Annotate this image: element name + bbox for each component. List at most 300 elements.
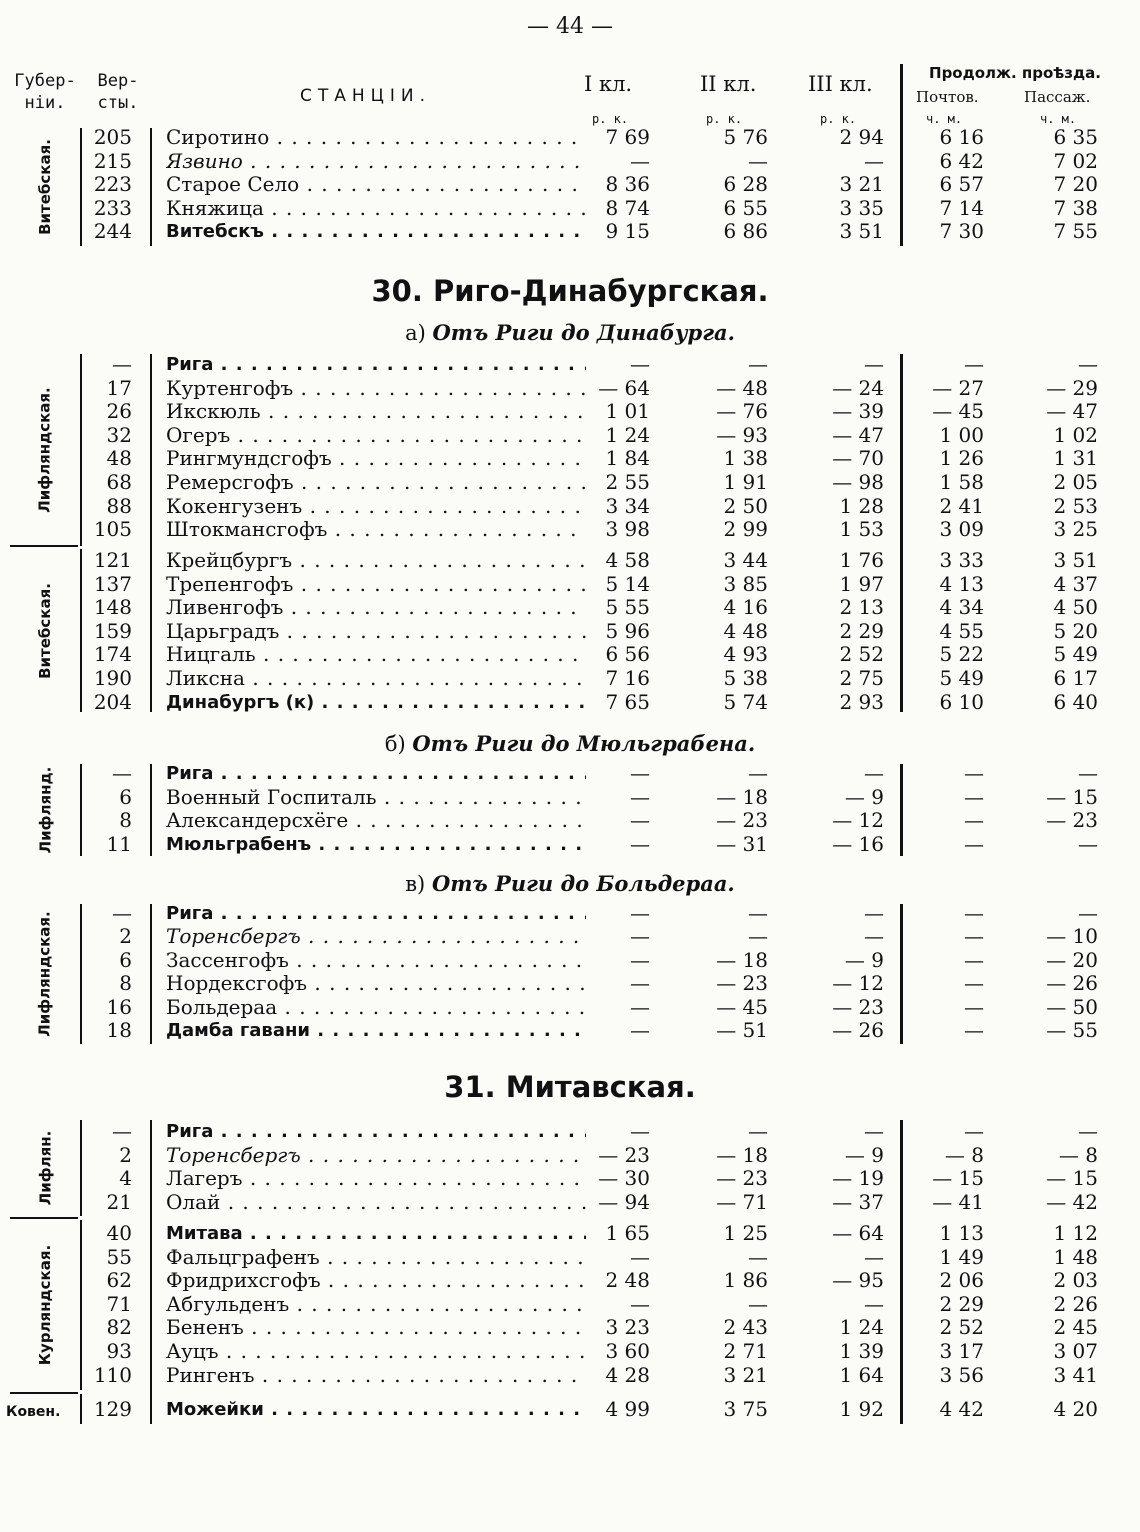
- gubernia-label-text: Витебская.: [36, 139, 54, 235]
- section-title-31: 31. Митавская.: [444, 1070, 696, 1104]
- versts-cell: 18: [106, 1018, 132, 1042]
- station-cell: Сиротино . . .: [166, 126, 586, 149]
- station-cell: Ликсна . . .: [166, 667, 586, 690]
- postal-time: — 41: [932, 1190, 984, 1214]
- class3-fare: — 98: [832, 470, 884, 494]
- class1-fare: — 64: [598, 376, 650, 400]
- class3-fare: — 19: [832, 1166, 884, 1190]
- subtitle-30c-text: Отъ Риги до Больдераа.: [431, 871, 735, 896]
- station-cell: Абгульденъ . . .: [166, 1293, 586, 1316]
- passenger-time: 1 31: [1053, 446, 1098, 470]
- passenger-time: 2 45: [1053, 1315, 1098, 1339]
- station-cell: Рига . . .: [166, 762, 586, 785]
- station-cell: Рингенъ . . .: [166, 1364, 586, 1387]
- table-row: [0, 1269, 1140, 1292]
- header-unit-passenger: ч. м.: [1040, 112, 1077, 126]
- postal-time: 1 13: [939, 1221, 984, 1245]
- postal-time: —: [964, 995, 984, 1019]
- class1-fare: 1 01: [605, 399, 650, 423]
- header-gubernia: [10, 70, 80, 114]
- class1-fare: —: [630, 1245, 650, 1269]
- header-stations: СТАНЦIИ.: [300, 86, 431, 106]
- postal-time: 6 16: [939, 125, 984, 149]
- station-cell: Ницгаль . . .: [166, 643, 586, 666]
- postal-time: —: [964, 832, 984, 856]
- column-rule: [900, 904, 903, 1044]
- passenger-time: — 8: [1058, 1143, 1098, 1167]
- column-rule: [80, 1220, 82, 1390]
- class1-fare: —: [630, 1018, 650, 1042]
- class3-fare: 1 39: [839, 1339, 884, 1363]
- class1-fare: —: [630, 924, 650, 948]
- class1-fare: —: [630, 761, 650, 785]
- class2-fare: 3 85: [723, 572, 768, 596]
- passenger-time: 6 17: [1053, 666, 1098, 690]
- postal-time: —: [964, 808, 984, 832]
- class2-fare: 3 44: [723, 548, 768, 572]
- header-gubernia-line2: нiи.: [24, 93, 66, 113]
- postal-time: — 45: [932, 399, 984, 423]
- postal-time: 3 33: [939, 548, 984, 572]
- station-cell: Огеръ . . .: [166, 424, 586, 447]
- postal-time: 2 29: [939, 1292, 984, 1316]
- versts-cell: 4: [119, 1166, 132, 1190]
- class3-fare: — 37: [832, 1190, 884, 1214]
- class2-fare: 1 38: [723, 446, 768, 470]
- gubernia-label-text: Лифлян.: [36, 1130, 54, 1206]
- class2-fare: — 23: [716, 1166, 768, 1190]
- table-row: [0, 197, 1140, 220]
- versts-cell: 148: [93, 595, 132, 619]
- table-row: [0, 1167, 1140, 1190]
- class2-fare: 1 25: [723, 1221, 768, 1245]
- passenger-time: 7 20: [1053, 172, 1098, 196]
- versts-cell: 93: [106, 1339, 132, 1363]
- class1-fare: 4 99: [605, 1397, 650, 1421]
- class3-fare: — 70: [832, 446, 884, 470]
- versts-cell: 8: [119, 808, 132, 832]
- postal-time: 2 41: [939, 494, 984, 518]
- class1-fare: —: [630, 1292, 650, 1316]
- passenger-time: 7 02: [1053, 149, 1098, 173]
- table-row: [0, 691, 1140, 714]
- class3-fare: 3 51: [839, 219, 884, 243]
- class1-fare: —: [630, 901, 650, 925]
- header-versts-line2: сты.: [97, 93, 139, 113]
- class3-fare: 1 64: [839, 1363, 884, 1387]
- passenger-time: — 15: [1046, 1166, 1098, 1190]
- table-row: [0, 424, 1140, 447]
- table-row: [0, 1144, 1140, 1167]
- class3-fare: 2 94: [839, 125, 884, 149]
- postal-time: —: [964, 761, 984, 785]
- subtitle-30b-text: Отъ Риги до Мюльграбена.: [412, 731, 756, 756]
- class3-fare: — 95: [832, 1268, 884, 1292]
- station-cell: Княжица . . .: [166, 197, 586, 220]
- table-row: [0, 902, 1140, 925]
- gubernia-label: [20, 1120, 70, 1216]
- postal-time: 4 42: [939, 1397, 984, 1421]
- table-row: [0, 786, 1140, 809]
- class3-fare: — 64: [832, 1221, 884, 1245]
- station-cell: Рига . . .: [166, 353, 586, 376]
- station-cell: Ауцъ . . .: [166, 1340, 586, 1363]
- class1-fare: —: [630, 785, 650, 809]
- versts-cell: 40: [106, 1221, 132, 1245]
- table-row: [0, 1340, 1140, 1363]
- gubernia-label-text: Лифляндская.: [36, 911, 55, 1037]
- versts-cell: 110: [93, 1363, 132, 1387]
- versts-cell: 233: [93, 196, 132, 220]
- station-cell: Рингмундсгофъ . . .: [166, 447, 586, 470]
- station-cell: Ливенгофъ . . .: [166, 596, 586, 619]
- passenger-time: — 29: [1046, 376, 1098, 400]
- passenger-time: 4 37: [1053, 572, 1098, 596]
- station-cell: Засcенгофъ . . .: [166, 949, 586, 972]
- header-unit-class3: р. к.: [820, 112, 857, 126]
- section-title-30: 30. Риго-Динабургская.: [371, 274, 769, 308]
- class3-fare: 2 75: [839, 666, 884, 690]
- column-rule: [150, 128, 152, 246]
- class2-fare: — 51: [716, 1018, 768, 1042]
- class1-fare: 3 34: [605, 494, 650, 518]
- class3-fare: 2 29: [839, 619, 884, 643]
- class3-fare: 1 76: [839, 548, 884, 572]
- class3-fare: 1 24: [839, 1315, 884, 1339]
- station-cell: Царьградъ . . .: [166, 620, 586, 643]
- header-class2: II кл.: [700, 72, 757, 96]
- versts-cell: 215: [93, 149, 132, 173]
- versts-cell: 190: [93, 666, 132, 690]
- passenger-time: 4 20: [1053, 1397, 1098, 1421]
- class2-fare: 3 21: [723, 1363, 768, 1387]
- gubernia-label: [20, 904, 70, 1044]
- passenger-time: 1 12: [1053, 1221, 1098, 1245]
- passenger-time: — 26: [1046, 971, 1098, 995]
- passenger-time: 1 48: [1053, 1245, 1098, 1269]
- class2-fare: 4 48: [723, 619, 768, 643]
- table-row: [0, 150, 1140, 173]
- table-row: [0, 377, 1140, 400]
- class2-fare: 5 74: [723, 690, 768, 714]
- class2-fare: 4 93: [723, 642, 768, 666]
- postal-time: 3 56: [939, 1363, 984, 1387]
- class1-fare: —: [630, 832, 650, 856]
- table-row: [0, 173, 1140, 196]
- header-unit-class2: р. к.: [706, 112, 743, 126]
- class2-fare: —: [748, 1292, 768, 1316]
- class3-fare: —: [864, 901, 884, 925]
- table-row: [0, 518, 1140, 541]
- gubernia-separator: [10, 1217, 78, 1219]
- header-duration: Продолж. проѣзда.: [929, 64, 1101, 82]
- class2-fare: — 23: [716, 808, 768, 832]
- table-row: [0, 1398, 1140, 1421]
- header-versts-line1: Вер-: [97, 71, 139, 91]
- gubernia-label-text: Витебская.: [36, 582, 54, 679]
- postal-time: 1 49: [939, 1245, 984, 1269]
- versts-cell: 129: [93, 1397, 132, 1421]
- class1-fare: — 30: [598, 1166, 650, 1190]
- passenger-time: — 50: [1046, 995, 1098, 1019]
- class3-fare: 2 52: [839, 642, 884, 666]
- class2-fare: 4 16: [723, 595, 768, 619]
- versts-cell: 17: [106, 376, 132, 400]
- header-unit-class1: р. к.: [592, 112, 629, 126]
- passenger-time: 7 55: [1053, 219, 1098, 243]
- versts-cell: 71: [106, 1292, 132, 1316]
- class2-fare: 1 91: [723, 470, 768, 494]
- class3-fare: — 26: [832, 1018, 884, 1042]
- class1-fare: 2 48: [605, 1268, 650, 1292]
- class3-fare: 1 28: [839, 494, 884, 518]
- class1-fare: —: [630, 971, 650, 995]
- header-class3: III кл.: [808, 72, 873, 96]
- column-rule: [900, 764, 903, 856]
- column-rule: [150, 764, 152, 856]
- passenger-time: — 47: [1046, 399, 1098, 423]
- class2-fare: —: [748, 761, 768, 785]
- class1-fare: 1 84: [605, 446, 650, 470]
- versts-cell: 2: [119, 1143, 132, 1167]
- class2-fare: —: [748, 1245, 768, 1269]
- postal-time: 6 57: [939, 172, 984, 196]
- postal-time: —: [964, 352, 984, 376]
- postal-time: 4 55: [939, 619, 984, 643]
- class1-fare: —: [630, 995, 650, 1019]
- passenger-time: — 23: [1046, 808, 1098, 832]
- station-cell: Митава . . .: [166, 1222, 586, 1245]
- header-passenger: Пассаж.: [1024, 88, 1091, 106]
- gubernia-label: [20, 764, 70, 856]
- page-number: — 44 —: [527, 14, 613, 39]
- versts-cell: 2: [119, 924, 132, 948]
- class3-fare: —: [864, 1245, 884, 1269]
- class1-fare: 5 96: [605, 619, 650, 643]
- column-rule: [80, 128, 82, 246]
- column-rule: [900, 354, 903, 712]
- station-cell: Бененъ . . .: [166, 1316, 586, 1339]
- station-cell: Торенсбергъ . . .: [166, 925, 586, 948]
- subtitle-30a-text: Отъ Риги до Динабурга.: [432, 320, 735, 345]
- passenger-time: —: [1078, 832, 1098, 856]
- class1-fare: 7 16: [605, 666, 650, 690]
- subtitle-30a: [0, 320, 1140, 345]
- class3-fare: —: [864, 352, 884, 376]
- versts-cell: 26: [106, 399, 132, 423]
- station-cell: Военный Госпиталь . . .: [166, 786, 586, 809]
- class3-fare: — 9: [844, 785, 884, 809]
- postal-time: 4 13: [939, 572, 984, 596]
- class2-fare: — 48: [716, 376, 768, 400]
- station-cell: Куртенгофъ . . .: [166, 377, 586, 400]
- gubernia-label-text: Лифлянд.: [36, 766, 54, 854]
- passenger-time: — 42: [1046, 1190, 1098, 1214]
- gubernia-label: [20, 1220, 70, 1390]
- subtitle-30c-letter: в): [405, 872, 426, 896]
- postal-time: 7 30: [939, 219, 984, 243]
- passenger-time: 4 50: [1053, 595, 1098, 619]
- station-cell: Витебскъ . . .: [166, 220, 586, 243]
- passenger-time: 5 20: [1053, 619, 1098, 643]
- column-rule: [150, 904, 152, 1044]
- passenger-time: 3 07: [1053, 1339, 1098, 1363]
- versts-cell: —: [112, 352, 132, 376]
- passenger-time: 5 49: [1053, 642, 1098, 666]
- table-row: [0, 353, 1140, 376]
- postal-time: — 27: [932, 376, 984, 400]
- class2-fare: 5 38: [723, 666, 768, 690]
- versts-cell: —: [112, 761, 132, 785]
- versts-cell: 137: [93, 572, 132, 596]
- class2-fare: —: [748, 352, 768, 376]
- gubernia-label: [20, 128, 70, 246]
- table-row: [0, 1293, 1140, 1316]
- class2-fare: 2 71: [723, 1339, 768, 1363]
- station-cell: Динабургъ (к) . . .: [166, 691, 586, 714]
- gubernia-label: [20, 549, 70, 712]
- postal-time: —: [964, 901, 984, 925]
- postal-time: 2 06: [939, 1268, 984, 1292]
- passenger-time: —: [1078, 901, 1098, 925]
- gubernia-separator: [10, 545, 78, 547]
- class3-fare: —: [864, 149, 884, 173]
- versts-cell: —: [112, 901, 132, 925]
- header-unit-postal: ч. м.: [926, 112, 963, 126]
- class3-fare: 1 53: [839, 517, 884, 541]
- class2-fare: 6 28: [723, 172, 768, 196]
- versts-cell: 55: [106, 1245, 132, 1269]
- class3-fare: 3 35: [839, 196, 884, 220]
- class1-fare: 1 24: [605, 423, 650, 447]
- header-gubernia-line1: Губер-: [14, 71, 76, 91]
- postal-time: 3 09: [939, 517, 984, 541]
- passenger-time: 3 51: [1053, 548, 1098, 572]
- versts-cell: 105: [93, 517, 132, 541]
- gubernia-separator: [10, 1392, 78, 1394]
- class2-fare: —: [748, 149, 768, 173]
- station-cell: Кокенгузенъ . . .: [166, 495, 586, 518]
- postal-time: 4 34: [939, 595, 984, 619]
- class2-fare: 2 99: [723, 517, 768, 541]
- versts-cell: 244: [93, 219, 132, 243]
- class1-fare: 5 14: [605, 572, 650, 596]
- passenger-time: —: [1078, 761, 1098, 785]
- class3-fare: —: [864, 924, 884, 948]
- subtitle-30a-letter: а): [405, 321, 426, 345]
- versts-cell: 68: [106, 470, 132, 494]
- table-row: [0, 972, 1140, 995]
- station-cell: Фридрихсгофъ . . .: [166, 1269, 586, 1292]
- class2-fare: — 18: [716, 948, 768, 972]
- station-cell: Трепенгофъ . . .: [166, 573, 586, 596]
- subtitle-30c: [0, 871, 1140, 896]
- class2-fare: — 18: [716, 785, 768, 809]
- table-row: [0, 471, 1140, 494]
- class1-fare: —: [630, 149, 650, 173]
- passenger-time: 2 26: [1053, 1292, 1098, 1316]
- table-row: [0, 643, 1140, 666]
- class1-fare: 9 15: [605, 219, 650, 243]
- header-postal: Почтов.: [916, 88, 979, 106]
- passenger-time: 3 41: [1053, 1363, 1098, 1387]
- class2-fare: 2 43: [723, 1315, 768, 1339]
- postal-time: 7 14: [939, 196, 984, 220]
- table-row: [0, 1364, 1140, 1387]
- table-row: [0, 1222, 1140, 1245]
- passenger-time: — 10: [1046, 924, 1098, 948]
- class3-fare: 2 13: [839, 595, 884, 619]
- passenger-time: 1 02: [1053, 423, 1098, 447]
- versts-cell: 11: [106, 832, 132, 856]
- class2-fare: —: [748, 901, 768, 925]
- class1-fare: —: [630, 948, 650, 972]
- header-class1: I кл.: [584, 72, 633, 96]
- station-cell: Торенсбергъ . . .: [166, 1144, 586, 1167]
- class1-fare: 2 55: [605, 470, 650, 494]
- station-cell: Лагеръ . . .: [166, 1167, 586, 1190]
- gubernia-label-text: Курляндская.: [36, 1244, 54, 1366]
- table-row: [0, 1120, 1140, 1143]
- class1-fare: 7 69: [605, 125, 650, 149]
- class2-fare: —: [748, 1119, 768, 1143]
- postal-time: 6 10: [939, 690, 984, 714]
- postal-time: —: [964, 785, 984, 809]
- passenger-time: —: [1078, 352, 1098, 376]
- postal-time: 5 49: [939, 666, 984, 690]
- table-row: [0, 220, 1140, 243]
- class1-fare: 3 98: [605, 517, 650, 541]
- postal-time: 5 22: [939, 642, 984, 666]
- class3-fare: 1 97: [839, 572, 884, 596]
- table-row: [0, 667, 1140, 690]
- station-cell: Штокмансгофъ . . .: [166, 518, 586, 541]
- passenger-time: 6 35: [1053, 125, 1098, 149]
- station-cell: Старое Село . . .: [166, 173, 586, 196]
- class2-fare: 3 75: [723, 1397, 768, 1421]
- versts-cell: 205: [93, 125, 132, 149]
- table-row: [0, 949, 1140, 972]
- station-cell: Крейцбургъ . . .: [166, 549, 586, 572]
- postal-time: 1 26: [939, 446, 984, 470]
- gubernia-label-text: Лифляндская.: [36, 386, 55, 513]
- versts-cell: 32: [106, 423, 132, 447]
- class3-fare: — 16: [832, 832, 884, 856]
- postal-time: 1 58: [939, 470, 984, 494]
- postal-time: — 8: [944, 1143, 984, 1167]
- class1-fare: 3 23: [605, 1315, 650, 1339]
- column-rule: [80, 1120, 82, 1216]
- column-rule: [80, 354, 82, 546]
- passenger-time: — 20: [1046, 948, 1098, 972]
- versts-cell: 16: [106, 995, 132, 1019]
- column-rule: [900, 1120, 903, 1424]
- postal-time: —: [964, 1119, 984, 1143]
- station-cell: Нордексгофъ . . .: [166, 972, 586, 995]
- passenger-time: 2 53: [1053, 494, 1098, 518]
- versts-cell: 82: [106, 1315, 132, 1339]
- class3-fare: —: [864, 1292, 884, 1316]
- station-cell: Рига . . .: [166, 902, 586, 925]
- class2-fare: 5 76: [723, 125, 768, 149]
- class3-fare: 3 21: [839, 172, 884, 196]
- passenger-time: 2 03: [1053, 1268, 1098, 1292]
- column-rule: [80, 1394, 82, 1424]
- versts-cell: 6: [119, 785, 132, 809]
- postal-time: 2 52: [939, 1315, 984, 1339]
- class2-fare: — 23: [716, 971, 768, 995]
- table-row: [0, 447, 1140, 470]
